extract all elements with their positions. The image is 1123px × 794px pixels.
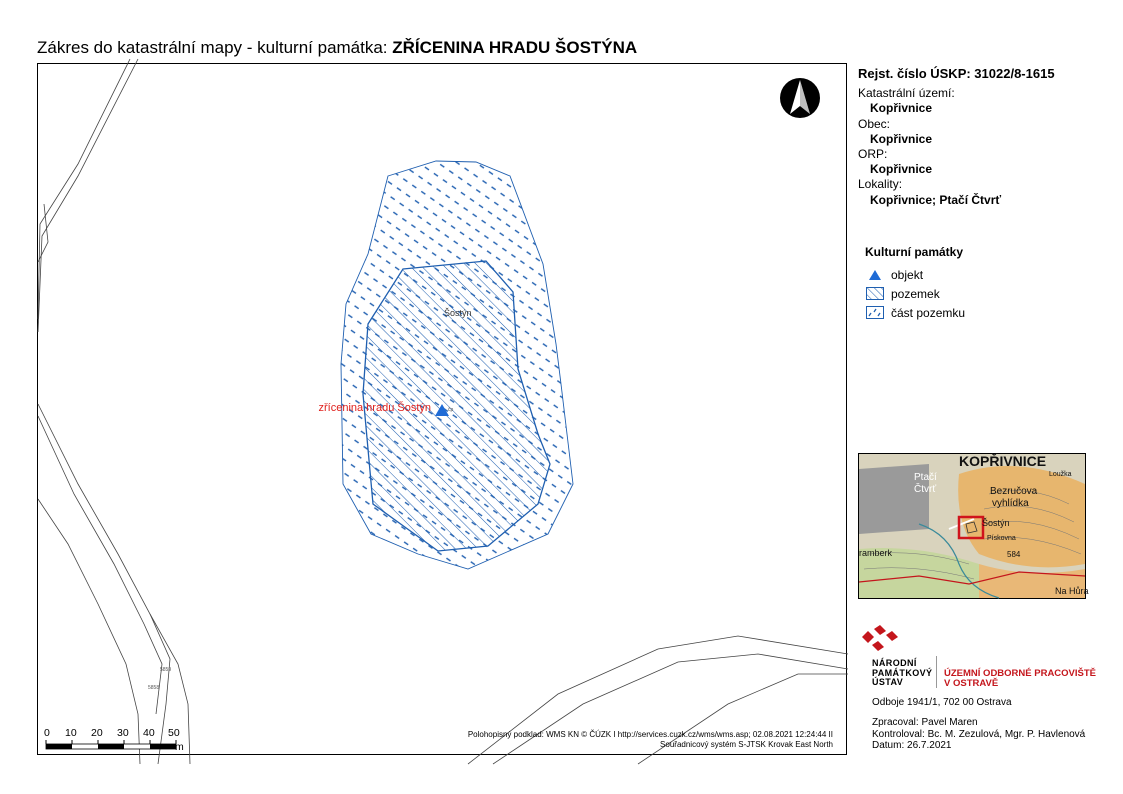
legend-label: pozemek <box>891 286 940 301</box>
scale-tick: 0 <box>44 727 50 739</box>
object-label: zřícenina hradu Šostýn <box>318 402 431 414</box>
legend-title: Kulturní památky <box>865 245 964 259</box>
scale-unit: m <box>175 741 184 753</box>
municipality-label: Obec: <box>858 116 891 131</box>
legend-item-objekt <box>865 265 965 284</box>
title-monument-name: ZŘÍCENINA HRADU ŠOSTÝNA <box>392 38 638 57</box>
uop-line: ÚZEMNÍ ODBORNÉ PRACOVIŠTĚ <box>944 668 1097 679</box>
scale-tick: 50 <box>168 727 180 739</box>
logo-divider <box>936 656 937 688</box>
svg-text:Bezručova: Bezručova <box>990 486 1038 497</box>
legend <box>865 245 965 322</box>
blue-triangle-icon <box>865 268 885 282</box>
cadastral-map[interactable] <box>38 64 848 756</box>
svg-text:5858: 5858 <box>148 685 160 691</box>
registry-number: Rejst. číslo ÚSKP: 31022/8-1615 <box>858 66 1055 81</box>
cadastral-value: Kopřivnice <box>870 101 933 116</box>
title-prefix: Zákres do katastrální mapy - kulturní památka: <box>37 38 393 57</box>
orp-label: ORP: <box>858 147 888 162</box>
date: Datum: 26.7.2021 <box>872 740 952 751</box>
dashed-parcel-icon <box>865 306 885 320</box>
org-address: Odboje 1941/1, 702 00 Ostrava <box>872 697 1012 708</box>
scale-tick: 20 <box>91 727 103 739</box>
npu-line: PAMÁTKOVÝ <box>872 667 933 678</box>
processed-by: Zpracoval: Pavel Maren <box>872 717 978 728</box>
hatched-parcel-icon <box>865 287 885 301</box>
svg-text:Ptačí: Ptačí <box>914 472 937 483</box>
svg-text:ramberk: ramberk <box>859 548 893 558</box>
municipality-value: Kopřivnice <box>870 131 933 146</box>
svg-text:Čtvrť: Čtvrť <box>914 484 937 495</box>
scale-bar <box>46 740 176 749</box>
svg-text:584: 584 <box>1007 550 1021 559</box>
source-line-1: Polohopisný podklad: WMS KN © ČÚZK I http://services.cuzk.cz/wms/wms.asp; 02.08.2021 12:24:44 II <box>467 730 833 739</box>
page-title <box>37 38 637 58</box>
credits <box>872 717 1085 752</box>
legend-label: objekt <box>891 267 924 282</box>
npu-line: ÚSTAV <box>872 677 904 687</box>
scale-tick: 10 <box>65 727 77 739</box>
npu-line: NÁRODNÍ <box>872 658 917 668</box>
uop-line: V OSTRAVĚ <box>944 678 999 689</box>
overview-inset-map[interactable] <box>858 453 1089 599</box>
cadastral-label: Katastrální území: <box>858 86 955 101</box>
info-panel <box>858 66 1108 208</box>
checked-by: Kontroloval: Bc. M. Zezulová, Mgr. P. Havlenová <box>872 728 1086 740</box>
source-line-2: Souřadnicový systém S-JTSK Krovak East North <box>660 740 833 749</box>
orp-value: Kopřivnice <box>870 162 933 177</box>
npu-name <box>872 659 932 688</box>
svg-text:vyhlídka: vyhlídka <box>992 498 1029 509</box>
svg-text:Pískovna: Pískovna <box>987 535 1016 542</box>
legend-item-cast-pozemku <box>865 303 965 322</box>
legend-item-pozemek <box>865 284 965 303</box>
svg-text:Na Hůra: Na Hůra <box>1055 586 1089 596</box>
svg-text:5859: 5859 <box>160 667 172 673</box>
scale-tick: 40 <box>143 727 155 739</box>
legend-label: část pozemku <box>891 305 966 320</box>
map-frame[interactable] <box>37 63 847 755</box>
locality-value: Kopřivnice; Ptačí Čtvrť <box>870 192 1002 207</box>
locality-label: Lokality: <box>858 177 903 192</box>
source-note <box>468 730 833 750</box>
north-arrow-icon <box>780 78 820 118</box>
parcel-label: Šostýn <box>444 308 472 318</box>
svg-text:Loužka: Loužka <box>1049 471 1072 478</box>
svg-text:KOPŘIVNICE: KOPŘIVNICE <box>959 453 1047 469</box>
object-tag: čp <box>448 407 454 413</box>
uop-name <box>944 669 1096 689</box>
scale-tick: 30 <box>117 727 129 739</box>
svg-text:Šostýn: Šostýn <box>982 518 1010 528</box>
